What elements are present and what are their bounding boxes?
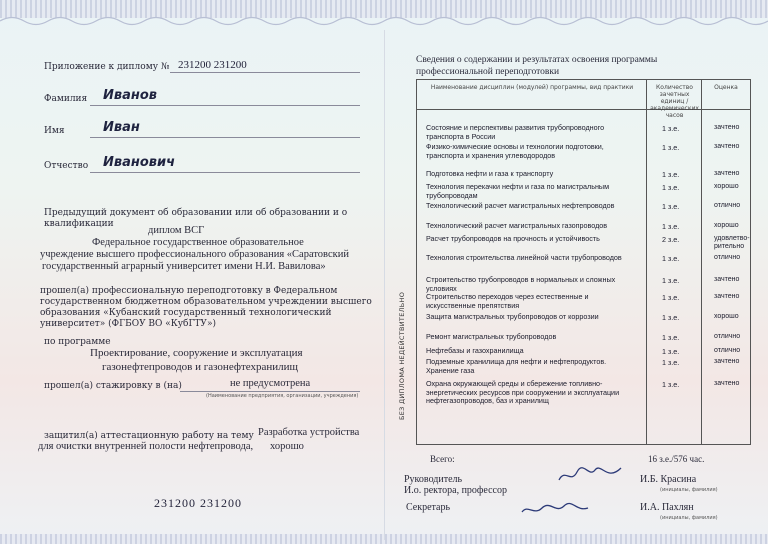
table-header-title [416,54,657,78]
table-row-units: 1 з.е. [662,183,680,192]
table-row-grade: удовлетво-рительно [714,235,750,250]
training-line4: университет» (ФГБОУ ВО «КубГТУ») [40,319,216,329]
surname-label: Фамилия [44,94,88,104]
total-label: Всего: [430,454,455,464]
training-line2: государственном бюджетном образовательном учреждении высшего [40,297,372,307]
table-row-units: 1 з.е. [662,276,680,285]
vertical-validity-note: БЕЗ ДИПЛОМА НЕДЕЙСТВИТЕЛЬНО [398,291,406,420]
table-row-name: Строительство трубопроводов в нормальных и сложных условиях [426,275,616,293]
patronymic-label: Отчество [44,161,89,171]
table-row-grade: зачтено [714,143,740,150]
header-line1: Сведения о содержании и результатах освоения программы [416,55,658,65]
thesis-label: защитил(а) аттестационную работу на тему [44,431,254,441]
table-row-grade: отлично [714,333,741,340]
table-row-name: Технология строительства линейной части трубопроводов [426,253,622,262]
head-signature [555,464,625,486]
table-row-name: Подготовка нефти и газа к транспорту [426,169,554,178]
table-row-name: Расчет трубопроводов на прочность и устойчивость [426,234,600,243]
secretary-label: Секретарь [406,502,451,513]
name-value: Иван [103,120,140,135]
footer-number: 231200 231200 [154,496,242,510]
table-row-name: Технологический расчет магистральных газопроводов [426,221,608,230]
header-line2: профессиональной переподготовки [416,67,560,77]
table-row-name: Технологический расчет магистральных нефтепроводов [426,201,615,210]
table-row-grade: зачтено [714,276,740,283]
col-header-discipline: Наименование дисциплин (модулей) программы, вид практики [417,80,647,110]
table-row-grade: зачтено [714,170,740,177]
decorative-wave [0,14,768,28]
table-row-grade: отлично [714,347,741,354]
internship-hint: (Наименование предприятия, организации, учреждения) [206,393,359,399]
secretary-signature [520,498,590,520]
table-row-name: Защита магистральных трубопроводов от коррозии [426,312,599,321]
table-row-units: 1 з.е. [662,333,680,342]
table-row-name: Строительство переходов через естественные и искусственные препятствия [426,292,589,310]
internship-label: прошел(а) стажировку в (на) [44,381,182,391]
appendix-label: Приложение к диплому № [44,62,170,72]
table-row-units: 2 з.е. [662,235,680,244]
table-row-units: 1 з.е. [662,170,680,179]
patronymic-value: Иванович [103,155,176,170]
program-label: по программе [44,337,111,347]
prev-doc-label-line2: квалификации [44,219,114,229]
prev-doc-org-line1: Федеральное государственное образовательное [92,237,304,248]
name-underline [90,137,360,138]
table-row-units: 1 з.е. [662,380,680,389]
training-line3: образования «Кубанский государственный технологический [40,308,332,318]
prev-doc-org-line2: учреждение высшего профессионального образования «Саратовский [40,249,349,260]
table-row-grade: зачтено [714,124,740,131]
thesis-line1: Разработка устройства [258,427,360,438]
prev-doc-type: диплом ВСГ [148,225,205,236]
thesis-grade: хорошо [270,441,304,452]
table-row-grade: зачтено [714,380,740,387]
table-row-units: 1 з.е. [662,313,680,322]
col-divider-1 [646,80,647,444]
table-row-name: Технология перекачки нефти и газа по магистральным трубопроводам [426,182,610,200]
col-divider-2 [701,80,702,444]
table-row-name: Состояние и перспективы развития трубопроводного транспорта в России [426,123,605,141]
internship-value: не предусмотрена [230,378,311,389]
appendix-number: 231200 231200 [178,59,247,71]
table-row-grade: отлично [714,254,741,261]
table-row-name: Подземные хранилища для нефти и нефтепродуктов. Хранение газа [426,357,607,375]
head-label-line1: Руководитель [404,474,463,485]
table-row-name: Ремонт магистральных трубопроводов [426,332,557,341]
table-row-grade: хорошо [714,183,739,190]
table-row-grade: хорошо [714,222,739,229]
table-row-grade: отлично [714,202,741,209]
table-row-units: 1 з.е. [662,347,680,356]
total-value: 16 з.е./576 час. [648,454,705,464]
secretary-hint: (инициалы, фамилия) [660,515,718,521]
table-row-name: Физико-химические основы и технологии подготовки, транспорта и хранения углеводородов [426,142,604,160]
prev-doc-label-line1: Предыдущий документ об образовании или об образовании и о [44,208,348,218]
center-fold [384,30,385,540]
surname-underline [90,105,360,106]
table-row-units: 1 з.е. [662,358,680,367]
appendix-underline [170,72,360,73]
head-name: И.Б. Красина [640,474,697,485]
name-label: Имя [44,126,65,136]
secretary-name: И.А. Пахлян [640,502,694,513]
program-line2: газонефтепроводов и газонефтехранилищ [102,361,299,373]
prev-doc-org-line3: государственный аграрный университет имени Н.И. Вавилова» [42,261,326,272]
head-hint: (инициалы, фамилия) [660,487,718,493]
table-row-units: 1 з.е. [662,254,680,263]
head-label-line2: И.о. ректора, профессор [404,485,507,496]
table-row-grade: хорошо [714,313,739,320]
internship-underline [180,391,360,392]
table-row-grade: зачтено [714,358,740,365]
table-row-units: 1 з.е. [662,143,680,152]
training-line1: прошел(а) профессиональную переподготовку в Федеральном [40,286,338,296]
table-row-units: 1 з.е. [662,222,680,231]
surname-value: Иванов [103,88,158,103]
table-row-name: Охрана окружающей среды и сбережение топливно-энергетических ресурсов при сооружении и эксплуатации нефтегазопроводов, баз и хранилищ [426,379,620,405]
table-row-name: Нефтебазы и газохранилища [426,346,524,355]
table-row-units: 1 з.е. [662,124,680,133]
table-row-units: 1 з.е. [662,293,680,302]
program-line1: Проектирование, сооружение и эксплуатация [90,347,303,359]
col-header-units: Количество зачетных единиц / академических часов [647,80,702,110]
patronymic-underline [90,172,360,173]
table-row-units: 1 з.е. [662,202,680,211]
col-header-grade: Оценка [702,80,750,110]
thesis-line2: для очистки внутренней полости нефтепровода, [38,441,254,452]
table-row-grade: зачтено [714,293,740,300]
